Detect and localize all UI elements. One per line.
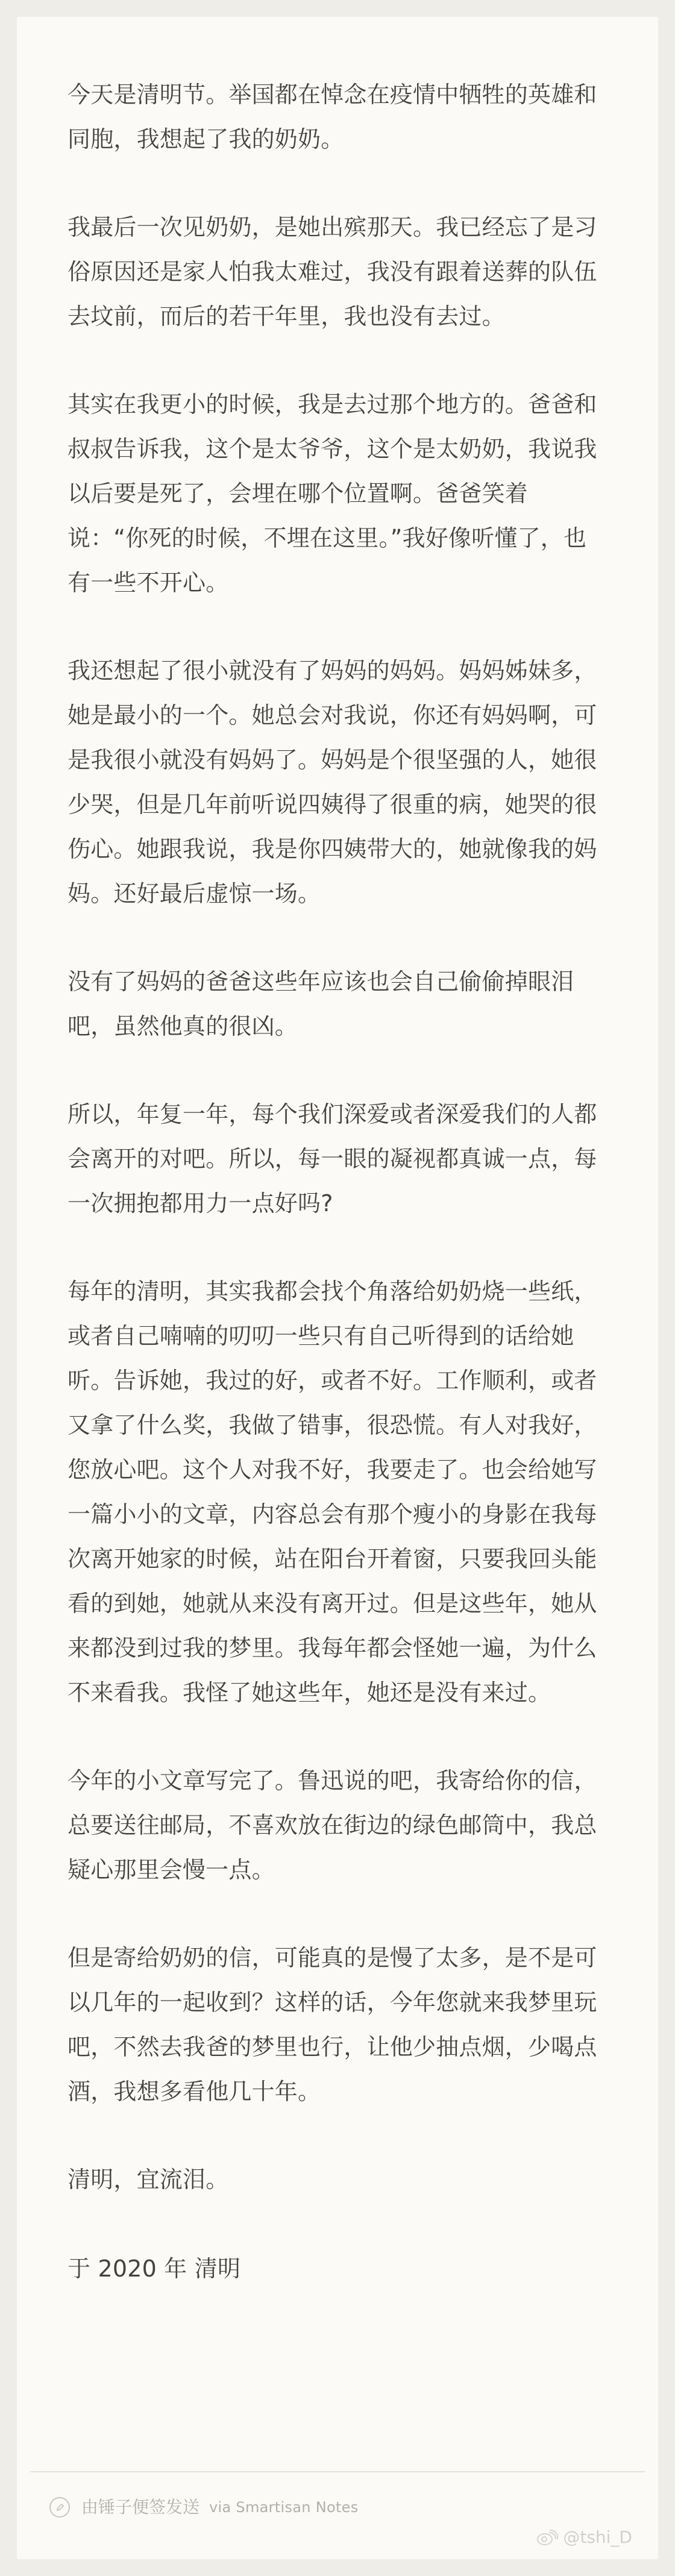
watermark — [536, 2525, 632, 2549]
note-paragraph: 其实在我更小的时候，我是去过那个地方的。爸爸和叔叔告诉我，这个是太爷爷，这个是太奶奶，我说我以后要是死了，会埋在哪个位置啊。爸爸笑着说：“你死的时候，不埋在这里。”我好像听懂了，也有一些不开心。 — [68, 391, 597, 596]
note-paper — [17, 17, 658, 2559]
footer-divider — [30, 2471, 645, 2472]
note-paragraph: 但是寄给奶奶的信，可能真的是慢了太多，是不是可以几年的一起收到？这样的话，今年您就来我梦里玩吧，不然去我爸的梦里也行，让他少抽点烟，少喝点酒，我想多看他几十年。 — [68, 1945, 597, 2105]
weibo-icon — [536, 2528, 559, 2546]
note-paragraph: 我最后一次见奶奶，是她出殡那天。我已经忘了是习俗原因还是家人怕我太难过，我没有跟着送葬的队伍去坟前，而后的若干年里，我也没有去过。 — [68, 214, 597, 330]
note-paragraph: 我还想起了很小就没有了妈妈的妈妈。妈妈姊妹多，她是最小的一个。她总会对我说，你还有妈妈啊，可是我很小就没有妈妈了。妈妈是个很坚强的人，她很少哭，但是几年前听说四姨得了很重的病，她哭的很伤心。她跟我说，我是你四姨带大的，她就像我的妈妈。还好最后虚惊一场。 — [68, 657, 597, 907]
note-paragraph: 没有了妈妈的爸爸这些年应该也会自己偷偷掉眼泪吧，虽然他真的很凶。 — [68, 968, 574, 1039]
pen-icon — [49, 2497, 70, 2518]
note-paragraph: 清明，宜流泪。 — [68, 2166, 229, 2193]
note-paragraph: 今年的小文章写完了。鲁迅说的吧，我寄给你的信，总要送往邮局，不喜欢放在街边的绿色邮筒中，我总疑心那里会慢一点。 — [68, 1767, 597, 1883]
note-paragraph: 今天是清明节。举国都在悼念在疫情中牺牲的英雄和同胞，我想起了我的奶奶。 — [68, 81, 597, 152]
note-paragraph: 每年的清明，其实我都会找个角落给奶奶烧一些纸，或者自己喃喃的叨叨一些只有自己听得到的话给她听。告诉她，我过的好，或者不好。工作顺利，或者又拿了什么奖，我做了错事，很恐慌。有人对我好，您放心吧。这个人对我不好，我要走了。也会给她写一篇小小的文章，内容总会有那个瘦小的身影在我每次离开她家的时候，站在阳台开着窗，只要我回头能看的到她，她就从来没有离开过。但是这些年，她从来都没到过我的梦里。我每年都会怪她一遍，为什么不来看我。我怪了她这些年，她还是没有来过。 — [68, 1278, 597, 1706]
source-via: via Smartisan Notes — [209, 2499, 359, 2516]
note-paragraph: 所以，年复一年，每个我们深爱或者深爱我们的人都会离开的对吧。所以，每一眼的凝视都真诚一点，每一次拥抱都用力一点好吗? — [68, 1101, 597, 1217]
watermark-text: @tshi_D — [563, 2527, 632, 2547]
note-signature: 于 2020 年 清明 — [68, 2255, 241, 2282]
source-text: 由锤子便签发送 — [81, 2497, 200, 2517]
source-footer — [49, 2495, 359, 2519]
